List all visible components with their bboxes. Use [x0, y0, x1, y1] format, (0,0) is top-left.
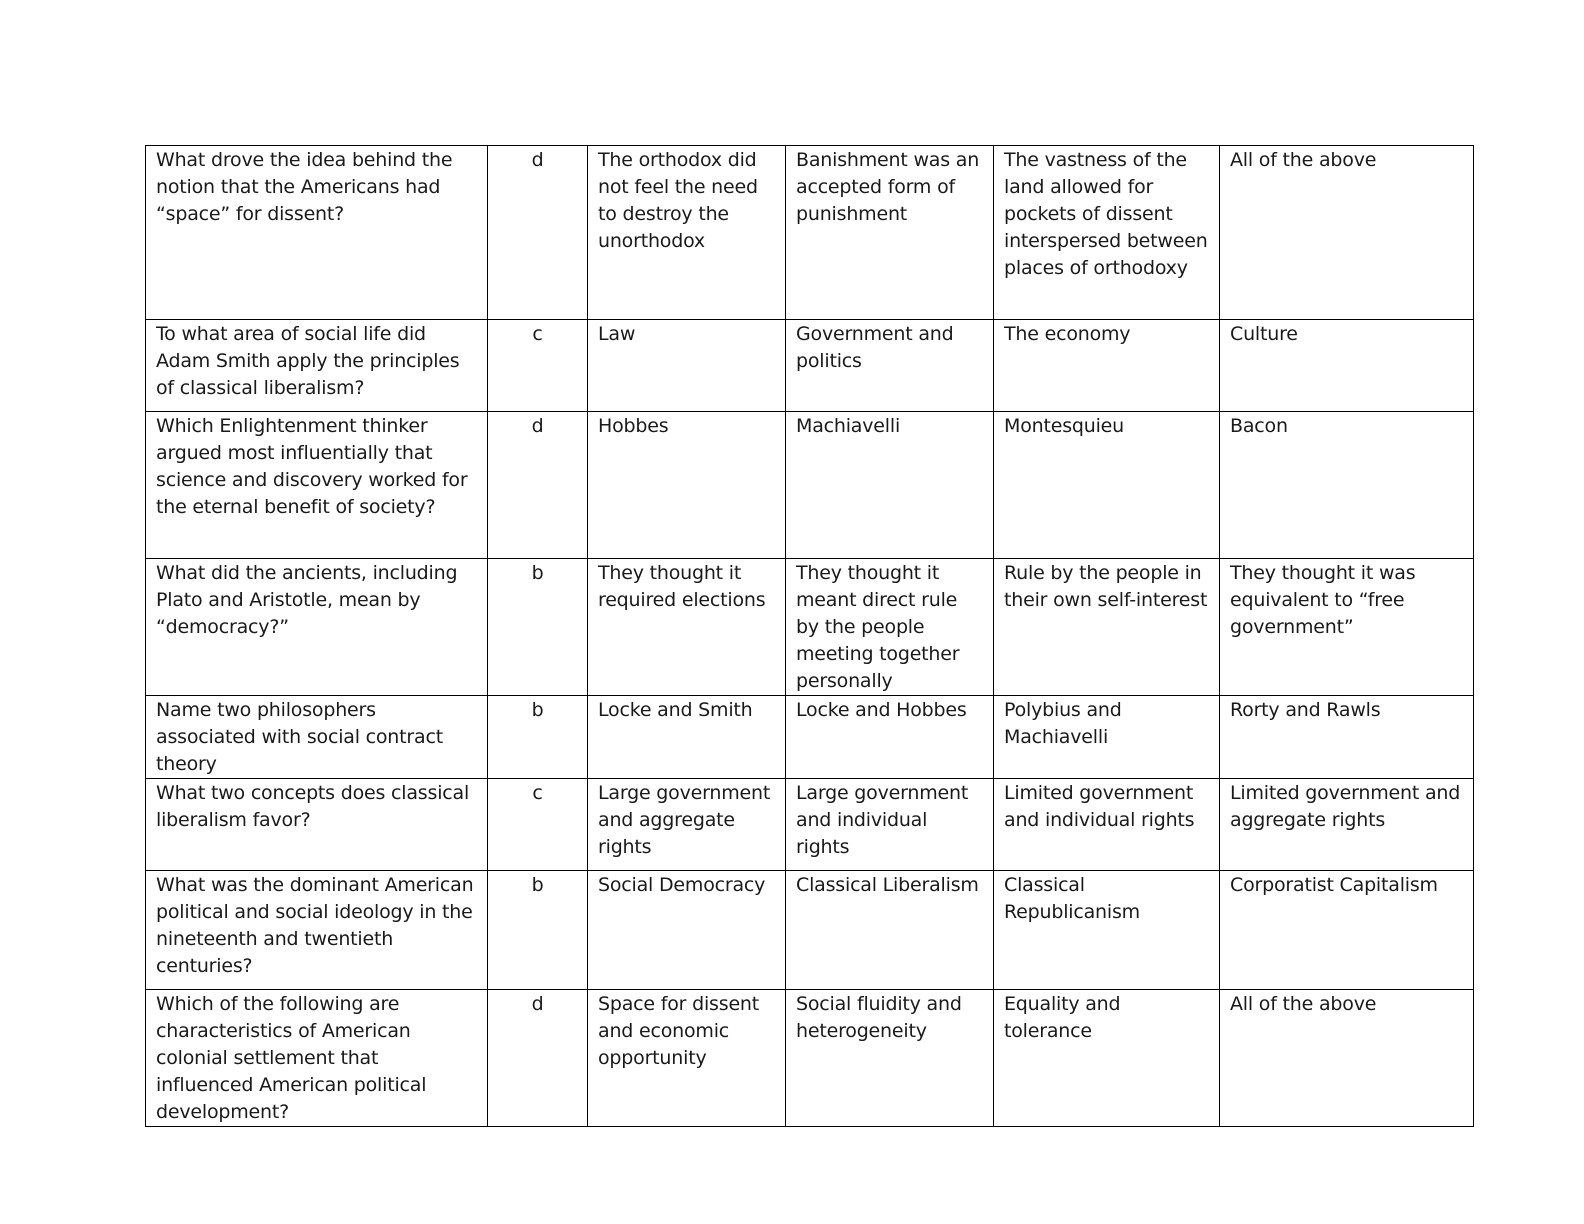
option-b-cell: Banishment was an accepted form of punishment: [786, 146, 994, 320]
option-c-cell: Limited government and individual rights: [994, 779, 1220, 871]
table-row: [146, 412, 1474, 559]
option-a-cell: Locke and Smith: [588, 696, 786, 779]
option-d-cell: Rorty and Rawls: [1220, 696, 1474, 779]
option-a-cell: Hobbes: [588, 412, 786, 559]
question-cell: What was the dominant American political and social ideology in the nineteenth and twentieth centuries?: [146, 871, 488, 990]
table-row: [146, 559, 1474, 696]
option-a-cell: Social Democracy: [588, 871, 786, 990]
option-b-cell: Large government and individual rights: [786, 779, 994, 871]
question-cell: Which of the following are characteristics of American colonial settlement that influenced American political development?: [146, 990, 488, 1127]
option-a-cell: They thought it required elections: [588, 559, 786, 696]
option-b-cell: Classical Liberalism: [786, 871, 994, 990]
table-row: [146, 320, 1474, 412]
table-row: [146, 696, 1474, 779]
option-d-cell: Bacon: [1220, 412, 1474, 559]
option-d-cell: Limited government and aggregate rights: [1220, 779, 1474, 871]
option-d-cell: Culture: [1220, 320, 1474, 412]
option-b-cell: Machiavelli: [786, 412, 994, 559]
answer-key-cell: b: [488, 559, 588, 696]
table-row: [146, 779, 1474, 871]
question-cell: What drove the idea behind the notion that the Americans had “space” for dissent?: [146, 146, 488, 320]
option-a-cell: Law: [588, 320, 786, 412]
answer-key-cell: d: [488, 412, 588, 559]
option-b-cell: Government and politics: [786, 320, 994, 412]
answer-key-cell: d: [488, 990, 588, 1127]
option-a-cell: Large government and aggregate rights: [588, 779, 786, 871]
question-cell: Name two philosophers associated with social contract theory: [146, 696, 488, 779]
table-row: [146, 871, 1474, 990]
option-c-cell: Rule by the people in their own self-interest: [994, 559, 1220, 696]
question-cell: What did the ancients, including Plato and Aristotle, mean by “democracy?”: [146, 559, 488, 696]
option-b-cell: Social fluidity and heterogeneity: [786, 990, 994, 1127]
option-c-cell: The vastness of the land allowed for pockets of dissent interspersed between places of orthodoxy: [994, 146, 1220, 320]
answer-key-cell: b: [488, 871, 588, 990]
answer-key-cell: b: [488, 696, 588, 779]
table-row: [146, 146, 1474, 320]
option-b-cell: Locke and Hobbes: [786, 696, 994, 779]
option-d-cell: All of the above: [1220, 146, 1474, 320]
option-d-cell: Corporatist Capitalism: [1220, 871, 1474, 990]
option-c-cell: Montesquieu: [994, 412, 1220, 559]
question-cell: To what area of social life did Adam Smith apply the principles of classical liberalism?: [146, 320, 488, 412]
question-cell: Which Enlightenment thinker argued most influentially that science and discovery worked for the eternal benefit of society?: [146, 412, 488, 559]
answer-key-cell: c: [488, 779, 588, 871]
quiz-table: [145, 145, 1474, 1127]
option-a-cell: Space for dissent and economic opportunity: [588, 990, 786, 1127]
answer-key-cell: c: [488, 320, 588, 412]
table-row: [146, 990, 1474, 1127]
option-d-cell: They thought it was equivalent to “free government”: [1220, 559, 1474, 696]
question-cell: What two concepts does classical liberalism favor?: [146, 779, 488, 871]
option-c-cell: The economy: [994, 320, 1220, 412]
answer-key-cell: d: [488, 146, 588, 320]
option-c-cell: Polybius and Machiavelli: [994, 696, 1220, 779]
option-c-cell: Equality and tolerance: [994, 990, 1220, 1127]
option-c-cell: Classical Republicanism: [994, 871, 1220, 990]
option-b-cell: They thought it meant direct rule by the people meeting together personally: [786, 559, 994, 696]
option-a-cell: The orthodox did not feel the need to destroy the unorthodox: [588, 146, 786, 320]
option-d-cell: All of the above: [1220, 990, 1474, 1127]
